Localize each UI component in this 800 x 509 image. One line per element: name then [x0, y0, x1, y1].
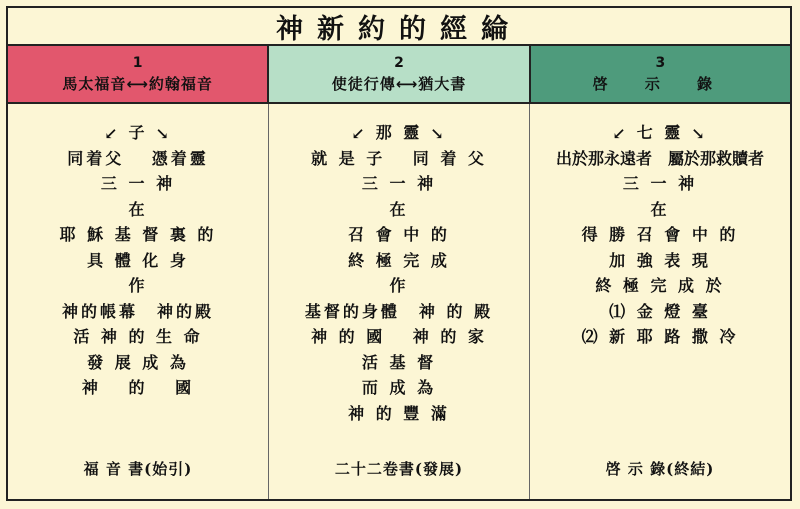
- column-head: 七 靈: [636, 123, 684, 142]
- column-footer: 啓 示 錄(終結): [605, 460, 715, 478]
- text-line: 發 展 成 為: [87, 352, 189, 372]
- text-line: 在: [128, 199, 148, 219]
- text-line: ⑴ 金 燈 臺: [609, 301, 711, 321]
- text-line: 具 體 化 身: [87, 250, 189, 270]
- arrow-down-left-icon: ↙: [104, 123, 121, 143]
- header-revelation: [531, 46, 790, 102]
- text-line: 三 一 神: [100, 174, 176, 193]
- diagram-frame: [6, 6, 792, 501]
- text-line: 終 極 完 成 於: [595, 276, 725, 295]
- arrow-down-right-icon: ↘: [691, 123, 708, 143]
- text-line: 召 會 中 的: [348, 225, 450, 244]
- text-line: 耶 穌 基 督 裏 的: [59, 225, 217, 244]
- text-line: 神的帳幕 神的殿: [61, 301, 214, 321]
- text-line: 在: [389, 199, 409, 219]
- text-line: 在: [650, 199, 670, 219]
- arrow-down-right-icon: ↘: [155, 123, 172, 143]
- header-name: 使徒行傳⟷猶大書: [331, 74, 467, 93]
- header-acts-jude: [269, 46, 530, 102]
- header-number: 2: [394, 54, 404, 71]
- column-head-line: [530, 120, 790, 146]
- header-name: 啓 示 錄: [592, 74, 729, 93]
- arrow-down-right-icon: ↘: [430, 123, 447, 143]
- diagram-title: 神新約的經綸: [8, 8, 790, 46]
- column-footer: 二十二卷書(發展): [334, 460, 464, 478]
- text-line: 三 一 神: [361, 174, 437, 193]
- text-line: 活 神 的 生 命: [73, 327, 203, 346]
- text-line: 終 極 完 成: [348, 250, 450, 270]
- header-number: 1: [132, 54, 143, 71]
- column-2: [269, 104, 530, 499]
- text-line: ⑵ 新 耶 路 撒 冷: [581, 327, 739, 346]
- column-footer: 福 音 書(始引): [83, 460, 193, 478]
- text-line: 活 基 督: [361, 352, 437, 372]
- text-line: 基督的身體 神 的 殿: [304, 301, 494, 321]
- text-line: 神 的 國 神 的 家: [311, 327, 487, 346]
- text-line: 神 的 國: [81, 378, 195, 397]
- text-line: 神 的 豐 滿: [348, 403, 450, 423]
- column-1: [8, 104, 269, 499]
- header-number: 3: [655, 54, 666, 71]
- text-line: 三 一 神: [622, 174, 698, 193]
- columns-body: [8, 104, 790, 499]
- text-line: 出於那永遠者 屬於那救贖者: [555, 148, 764, 168]
- header-name: 馬太福音⟷約翰福音: [62, 74, 213, 93]
- column-head-line: [269, 120, 529, 146]
- text-line: 同着父 憑着靈: [67, 148, 209, 168]
- header-matthew-john: [8, 46, 269, 102]
- text-line: 作: [128, 276, 148, 295]
- text-line: 就 是 子 同 着 父: [311, 148, 487, 168]
- column-3: [530, 104, 790, 499]
- column-head-line: [8, 120, 268, 146]
- text-line: 加 強 表 現: [609, 250, 711, 270]
- text-line: 而 成 為: [361, 378, 437, 397]
- arrow-down-left-icon: ↙: [351, 123, 368, 143]
- column-head: 子: [128, 123, 148, 142]
- text-line: 作: [389, 276, 409, 295]
- column-head: 那 靈: [375, 123, 423, 142]
- arrow-down-left-icon: ↙: [612, 123, 629, 143]
- column-headers: [8, 46, 790, 104]
- text-line: 得 勝 召 會 中 的: [581, 225, 739, 244]
